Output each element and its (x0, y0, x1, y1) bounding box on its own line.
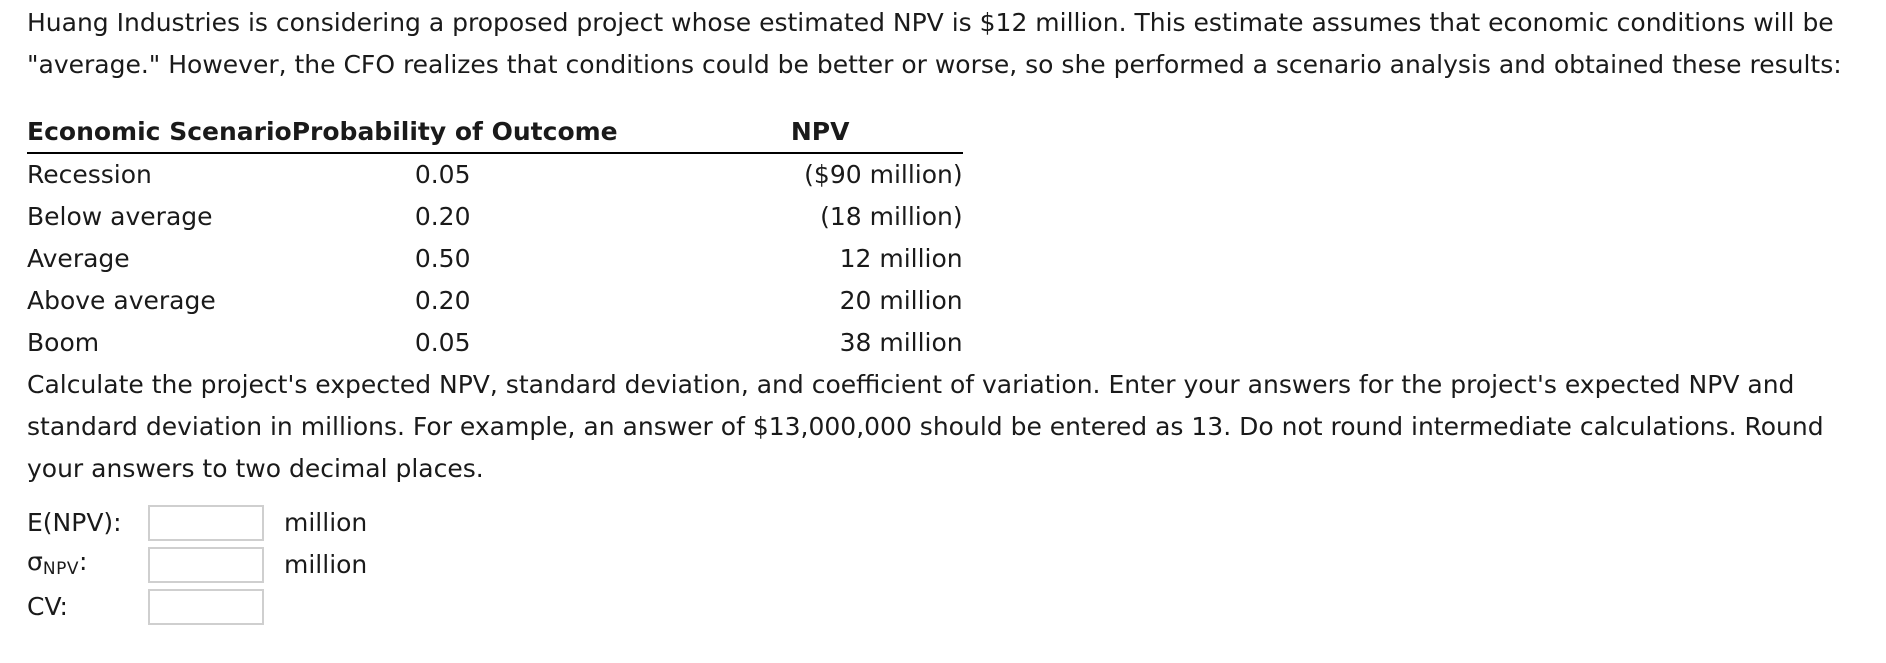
npv-cell: (18 million) (820, 202, 963, 231)
table-row (27, 322, 963, 364)
answer-section (27, 502, 1886, 628)
table-row (27, 280, 963, 322)
sigma-unit: million (284, 550, 368, 579)
header-npv: NPV (618, 110, 963, 153)
cv-label: CV: (27, 592, 68, 621)
table-header-row (27, 110, 963, 153)
npv-cell: ($90 million) (804, 160, 963, 189)
sigma-subscript: NPV (42, 558, 79, 579)
sigma-label (27, 541, 148, 590)
cv-input[interactable] (148, 589, 264, 625)
npv-cell: 38 million (839, 328, 963, 357)
table-row (27, 153, 963, 196)
scenario-cell: Average (27, 244, 130, 273)
cv-row (27, 586, 1886, 628)
table-row (27, 196, 963, 238)
scenario-table (27, 110, 963, 364)
table-row (27, 238, 963, 280)
probability-cell: 0.20 (414, 202, 471, 231)
enpv-row (27, 502, 1886, 544)
header-probability: Probability of Outcome (292, 110, 618, 153)
npv-cell: 20 million (839, 286, 963, 315)
enpv-input[interactable] (148, 505, 264, 541)
scenario-cell: Recession (27, 160, 152, 189)
scenario-cell: Below average (27, 202, 213, 231)
sigma-input[interactable] (148, 547, 264, 583)
instructions-paragraph: Calculate the project's expected NPV, standard deviation, and coefficient of variation. Enter your answers for the project's expected NPV and standard deviation in millions. For example, an answer of $13,000,000 should be entered as 13. Do not round intermediate calculations. Round your answers to two decimal places. (27, 370, 1824, 483)
scenario-cell: Above average (27, 286, 216, 315)
sigma-suffix: : (78, 546, 88, 576)
probability-cell: 0.05 (414, 160, 471, 189)
probability-cell: 0.20 (414, 286, 471, 315)
sigma-row (27, 544, 1886, 586)
enpv-unit: million (284, 508, 368, 537)
intro-paragraph: Huang Industries is considering a proposed project whose estimated NPV is $12 million. This estimate assumes that economic conditions will be "average." However, the CFO realizes that conditions could be better or worse, so she performed a scenario analysis and obtained these results: (27, 8, 1842, 79)
sigma-symbol: σ (27, 546, 43, 576)
scenario-cell: Boom (27, 328, 100, 357)
npv-cell: 12 million (839, 244, 963, 273)
header-economic-scenario: Economic Scenario (27, 110, 292, 153)
enpv-label: E(NPV): (27, 508, 122, 537)
probability-cell: 0.05 (414, 328, 471, 357)
probability-cell: 0.50 (414, 244, 471, 273)
